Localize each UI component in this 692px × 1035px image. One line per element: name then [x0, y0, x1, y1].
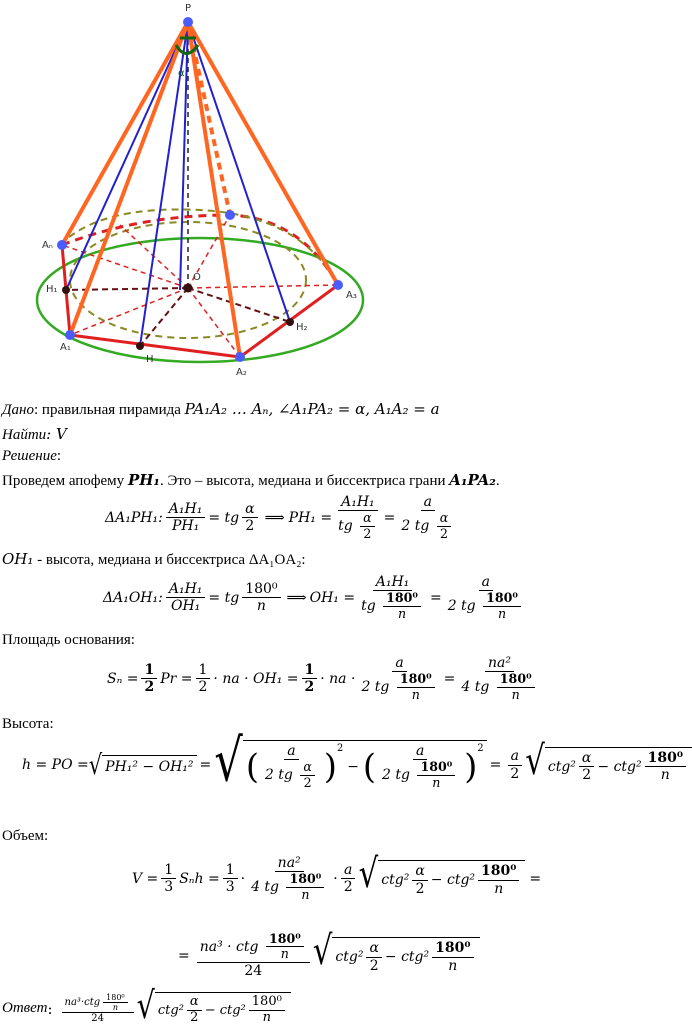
label-a1: A₁: [60, 342, 71, 353]
base-front-edges: [62, 245, 338, 357]
figure-labels: [42, 3, 357, 378]
equation-5: V = $\frac{1}{3}$ Sₙh = $\frac{1}{3}$ · na² 4 tg $\frac{\text{180⁰}}{n}$ · $\frac{a}{2}$ √ ctg² $\frac{\alpha}{2}$ − ctg² $\frac{\text{180⁰}}{n}$ =: [132, 851, 542, 902]
given-label: Дано: [2, 402, 34, 418]
label-h: H: [146, 354, 154, 365]
label-h2: H₂: [296, 322, 308, 333]
step4-line: Высота:: [2, 716, 54, 732]
equation-3: Sₙ = $\frac{1}{2}$ Pr = $\frac{1}{2}$ · na · OH₁ = $\frac{1}{2}$ · na · a 2 tg $\frac{\text{180⁰}}{n}$ = na² 4 tg $\frac{\text{180⁰}}{n}$: [107, 655, 544, 702]
step3-line: Площадь основания:: [2, 632, 135, 648]
apothem-dashes: [66, 288, 290, 346]
base-circumcircle: [37, 238, 363, 362]
label-p: P: [185, 3, 192, 14]
label-a3: A₃: [346, 290, 357, 301]
label-a2: A₂: [236, 367, 247, 378]
solution-line: Решение:: [2, 448, 62, 464]
label-alpha: α: [178, 68, 185, 79]
equation-2: ΔA₁OH₁: $\frac{\text{A₁H₁}}{\text{OH₁}}$ = tg $\frac{\text{180⁰}}{n}$ ⟹ OH₁ = A₁H₁ tg $\frac{\text{180⁰}}{n}$ = a 2 tg $\frac{\text{180⁰}}{n}$: [103, 574, 530, 621]
equation-1: ΔA₁PH₁: $\frac{\text{A₁H₁}}{\text{PH₁}}$ = tg $\frac{\alpha}{2}$ ⟹ PH₁ = A₁H₁ tg $\frac{\alpha}{2}$ = a 2 tg $\frac{\alpha}{2}$: [105, 494, 460, 541]
label-o: O: [193, 272, 201, 283]
find-line: Найти: V: [2, 425, 67, 443]
answer-line: Ответ : na³·ctg $\frac{\text{180⁰}}{n}$ 24 √ ctg² $\frac{\alpha}{2}$ − ctg² $\frac{\text{180⁰}}{n}$: [2, 992, 291, 1026]
given-formula: PA₁A₂ … Aₙ, ∠A₁PA₂ = α, A₁A₂ = a: [184, 400, 440, 418]
answer-label: Ответ: [2, 1000, 48, 1017]
equation-4: h = PO = √ PH₁² − OH₁² = √ ( a 2 tg $\frac{\alpha}{2}$ ) 2 − ( a 2 tg $\frac{\text{180⁰}}{n}$ ) 2 = $\frac{a}{2}$ √ ctg² $\frac{\alpha}{2}$ − ctg² $\frac{\text{180⁰}}{n}$: [22, 740, 692, 790]
equation-6: = na³ · ctg $\frac{\text{180⁰}}{n}$ 24 √ ctg² $\frac{\alpha}{2}$ − ctg² $\frac{\text{180⁰}}{n}$: [178, 932, 480, 979]
step5-line: Объем:: [2, 828, 49, 844]
step1-line: Проведем апофему PH₁. Это – высота, медиана и биссектриса грани A₁PA₂.: [2, 471, 500, 489]
label-h1: H₁: [46, 284, 58, 295]
pyramid-figure: [0, 0, 600, 392]
given-line: Дано: правильная пирамида PA₁A₂ … Aₙ, ∠A₁PA₂ = α, A₁A₂ = a: [2, 400, 440, 418]
label-an: Aₙ: [42, 240, 53, 251]
step2-line: OH₁ - высота, медиана и биссектриса ΔA₁OA₂:: [2, 550, 306, 568]
